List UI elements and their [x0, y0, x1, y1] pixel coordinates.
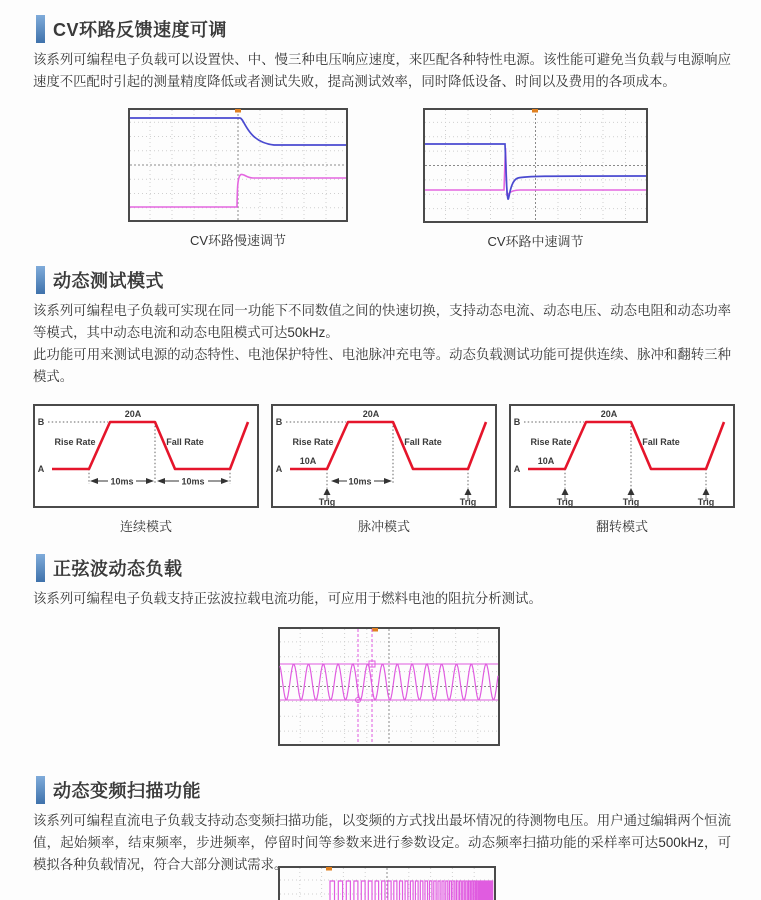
section-header-cv-loop	[36, 15, 761, 43]
fall-rate-label: Fall Rate	[404, 437, 442, 447]
accent-bar	[36, 554, 45, 582]
current-low-label: 10A	[537, 456, 555, 466]
fall-rate-label: Fall Rate	[642, 437, 680, 447]
level-a-label: A	[37, 464, 45, 474]
pulse-mode-diagram	[271, 404, 497, 508]
time-span-label: 10ms	[181, 476, 205, 487]
level-b-label: B	[513, 417, 521, 427]
current-high-label: 20A	[124, 409, 142, 419]
trig-label: Trig	[318, 497, 336, 507]
time-span-label: 10ms	[348, 476, 372, 487]
figure-freq-sweep	[278, 866, 761, 900]
current-high-label: 20A	[600, 409, 618, 419]
trig-label: Trig	[556, 497, 574, 507]
figure-caption-continuous: 连续模式	[119, 519, 172, 534]
rise-rate-label: Rise Rate	[292, 437, 334, 447]
trig-label: Trig	[697, 497, 715, 507]
time-span-label: 10ms	[110, 476, 134, 487]
section-title-freq-sweep: 动态变频扫描功能	[53, 781, 201, 801]
trig-label: Trig	[622, 497, 640, 507]
figure-sine-wave	[278, 627, 761, 746]
accent-bar	[36, 266, 45, 294]
trig-label: Trig	[459, 497, 477, 507]
figure-cv-medium	[423, 108, 648, 247]
cv-medium-scope-chart	[423, 108, 648, 223]
level-a-label: A	[275, 464, 283, 474]
accent-bar	[36, 15, 45, 43]
level-b-label: B	[275, 417, 283, 427]
section-title-cv-loop: CV环路反馈速度可调	[53, 20, 228, 40]
continuous-mode-diagram	[33, 404, 259, 508]
figure-caption-pulse: 脉冲模式	[357, 519, 410, 534]
level-b-label: B	[37, 417, 45, 427]
freq-sweep-scope-chart	[278, 866, 496, 900]
figure-caption-cv-medium: CV环路中速调节	[487, 234, 584, 249]
figure-pulse-mode	[271, 404, 497, 532]
dynamic-test-description-2: 此功能可用来测试电源的动态特性、电池保护特性、电池脉冲充电等。动态负载测试功能可提供连续、脉冲和翻转三种模式。	[33, 347, 731, 384]
cv-slow-scope-chart	[128, 108, 348, 222]
section-title-dynamic-test: 动态测试模式	[53, 271, 164, 291]
figure-toggle-mode	[509, 404, 735, 532]
sine-load-description: 该系列可编程电子负载支持正弦波拉载电流功能，可应用于燃料电池的阻抗分析测试。	[33, 591, 542, 606]
toggle-mode-diagram	[509, 404, 735, 508]
figure-cv-slow	[128, 108, 348, 246]
figure-caption-toggle: 翻转模式	[595, 519, 648, 534]
sine-wave-scope-chart	[278, 627, 500, 746]
accent-bar	[36, 776, 45, 804]
fall-rate-label: Fall Rate	[166, 437, 204, 447]
current-high-label: 20A	[362, 409, 380, 419]
cv-scope-row	[0, 108, 761, 247]
section-title-sine-load: 正弦波动态负载	[53, 559, 183, 579]
dynamic-test-description-1: 该系列可编程电子负载可实现在同一功能下不同数值之间的快速切换，支持动态电流、动态电压、动态电阻和动态功率等模式，其中动态电流和动态电阻模式可达50kHz。	[33, 303, 731, 340]
section-header-freq-sweep	[36, 776, 761, 804]
level-a-label: A	[513, 464, 521, 474]
figure-continuous-mode	[33, 404, 259, 532]
current-low-label: 10A	[299, 456, 317, 466]
section-header-sine-load	[36, 554, 761, 582]
rise-rate-label: Rise Rate	[530, 437, 572, 447]
rise-rate-label: Rise Rate	[54, 437, 96, 447]
dynamic-mode-row	[0, 404, 761, 532]
cv-loop-description: 该系列可编程电子负载可以设置快、中、慢三种电压响应速度，来匹配各种特性电源。该性能可避免当负载与电源响应速度不匹配时引起的测量精度降低或者测试失败，提高测试效率，同时降低设备、时间以及费用的各项成本。	[33, 52, 731, 89]
freq-sweep-description: 该系列可编程直流电子负载支持动态变频扫描功能，以变频的方式找出最坏情况的待测物电压。用户通过编辑两个恒流值，起始频率，结束频率，步进频率，停留时间等参数来进行参数设定。动态频率扫描功能的采样率可达500kHz，可模拟各种负载情况，符合大部分测试需求。	[33, 813, 731, 872]
figure-caption-cv-slow: CV环路慢速调节	[189, 233, 287, 248]
sweep-pulse-trace	[330, 881, 493, 900]
section-header-dynamic-test	[36, 266, 761, 294]
